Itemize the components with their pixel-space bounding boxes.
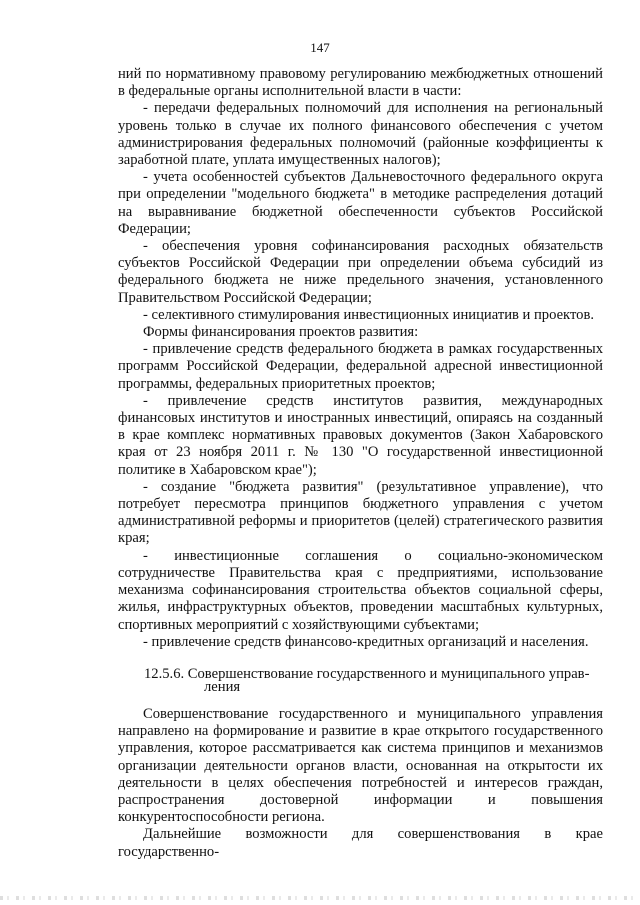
paragraph: - селективного стимулирования инвестиционных инициатив и проектов. xyxy=(143,306,594,323)
paragraph-group xyxy=(118,706,603,861)
paragraph: - привлечение средств финансово-кредитных организаций и населения. xyxy=(143,633,589,650)
paragraph: - обеспечения уровня софинансирования расходных обязательств субъектов Российской Федерации при определении объема субсидий из федерального бюджета не ниже предельного значения, установленного Правительством Российской Федерации; xyxy=(118,238,603,306)
paragraph: - создание "бюджета развития" (результативное управление), что потребует пересмотра принципов бюджетного управления с учетом административной реформы и приоритетов (целей) стратегического развития края; xyxy=(118,478,603,547)
paragraph: Дальнейшие возможности для совершенствования в крае государственно- xyxy=(118,826,603,860)
paragraph: ний по нормативному правовому регулированию межбюджетных отношений в федеральные органы исполнительной власти в части: xyxy=(118,66,603,100)
document-body xyxy=(118,66,603,861)
section-heading-line2: ления xyxy=(204,678,241,695)
paragraph-group xyxy=(118,66,603,651)
paragraph: - передачи федеральных полномочий для исполнения на региональный уровень только в случае их полного финансового обеспечения с учетом администрирования федеральных полномочий (районные коэффициенты к заработной плате, уплата имущественных налогов); xyxy=(118,100,603,169)
paragraph: - учета особенностей субъектов Дальневосточного федерального округа при определении "модельного бюджета" в методике распределения дотаций на выравнивание бюджетной обеспеченности субъектов Российской Федерации; xyxy=(118,169,603,237)
section-heading xyxy=(118,665,603,695)
section-heading-line1: 12.5.6. Совершенствование государственного и муниципального управ- xyxy=(144,665,590,682)
paragraph: - привлечение средств институтов развития, международных финансовых институтов и иностранных инвестиций, опираясь на созданный в крае комплекс нормативных правовых документов (Закон Хабаровского края от 23 ноября 2011 г. № 130 "О государственной инвестиционной политике в Хабаровском крае"); xyxy=(118,392,603,478)
scan-artifact xyxy=(0,896,640,900)
paragraph: Совершенствование государственного и муниципального управления направлено на формирование и развитие в крае открытого государственного управления, которое рассматривается как система принципов и механизмов организации деятельности органов власти, основанная на открытости их деятельности в целях обеспечения потребностей и интересов граждан, распространения достоверной информации и повышения конкурентоспособности региона. xyxy=(118,705,603,826)
paragraph: - привлечение средств федерального бюджета в рамках государственных программ Российской Федерации, федеральной адресной инвестиционной программы, федеральных приоритетных проектов; xyxy=(118,341,603,392)
paragraph: - инвестиционные соглашения о социально-экономическом сотрудничестве Правительства края с предприятиями, использование механизма софинансирования строительства объектов социальной сферы, жилья, инфраструктурных объектов, проведении масштабных культурных, спортивных мероприятий с хозяйствующими субъектами; xyxy=(118,547,603,633)
paragraph: Формы финансирования проектов развития: xyxy=(143,324,419,341)
page-number: 147 xyxy=(310,40,330,55)
